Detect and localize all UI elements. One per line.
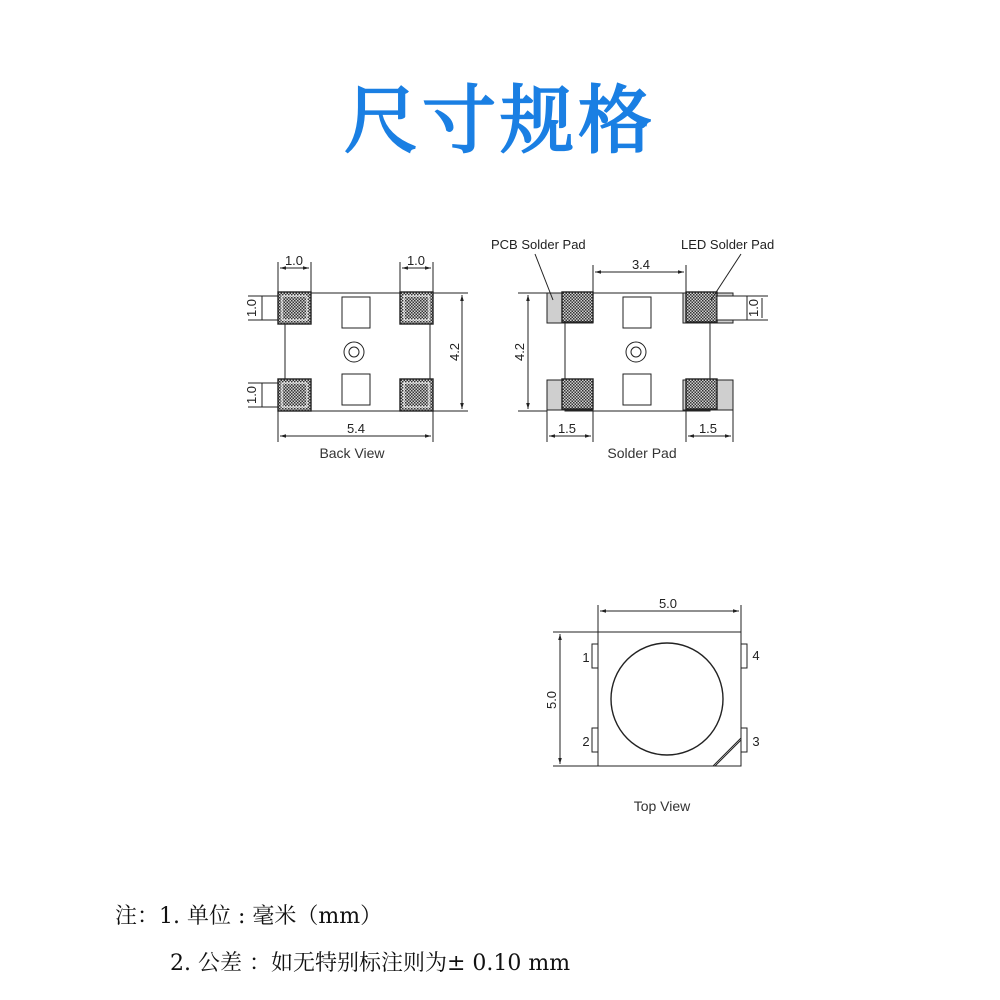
top-view-pin-1-label: 1 xyxy=(582,650,590,665)
led-solder-pad-label: LED Solder Pad xyxy=(681,237,775,252)
top-view-pin-2 xyxy=(592,728,598,752)
back-view-pad-width-2-label: 1.0 xyxy=(406,253,426,268)
solder-pad-caption: Solder Pad xyxy=(607,445,677,461)
back-view-pad-height-bottom-label: 1.0 xyxy=(244,385,259,405)
solder-pad-view xyxy=(518,254,768,442)
top-view-pin-4 xyxy=(741,644,747,668)
back-view-pad-2 xyxy=(400,292,433,324)
top-view-caption: Top View xyxy=(633,798,691,814)
solder-pad-pad-height-label: 1.0 xyxy=(746,298,761,318)
top-view-body xyxy=(598,632,741,766)
back-view-pad-height-top-label: 1.0 xyxy=(244,298,259,318)
back-view-pad-3 xyxy=(278,379,311,411)
led-pad-bottom-left xyxy=(562,379,593,409)
back-view-pad-width-label: 1.0 xyxy=(284,253,304,268)
notes xyxy=(115,893,570,987)
top-view-pin-2-label: 2 xyxy=(582,734,590,749)
top-view-pin-1 xyxy=(592,644,598,668)
back-view-body-height-label: 4.2 xyxy=(447,342,462,362)
back-view-caption: Back View xyxy=(319,445,385,461)
led-pad-bottom-right xyxy=(686,379,717,409)
pcb-solder-pad-label: PCB Solder Pad xyxy=(491,237,586,252)
note-tolerance: 2. 公差 ：如无特别标注则为± 0.10 mm xyxy=(170,951,571,976)
back-view-pad-4 xyxy=(400,379,433,411)
led-pad-top-left xyxy=(562,292,593,322)
solder-pad-inner-width-label: 3.4 xyxy=(631,257,651,272)
solder-pad-body-height-label: 4.2 xyxy=(512,342,527,362)
page-title: 尺寸规格 xyxy=(344,78,656,164)
top-view-width-label: 5.0 xyxy=(658,596,678,611)
top-view-pin-4-label: 4 xyxy=(752,648,760,663)
back-view-body-width-label: 5.4 xyxy=(346,421,366,436)
top-view-height-label: 5.0 xyxy=(544,690,559,710)
led-pad-top-right xyxy=(686,292,717,322)
back-view-pad-1 xyxy=(278,292,311,324)
top-view-pin-3 xyxy=(741,728,747,752)
solder-pad-left-width-label: 1.5 xyxy=(557,421,577,436)
note-unit: 注：1. 单位 : 毫米（mm） xyxy=(115,904,383,929)
top-view-pin-3-label: 3 xyxy=(752,734,760,749)
back-view xyxy=(248,262,468,442)
solder-pad-right-width-label: 1.5 xyxy=(698,421,718,436)
